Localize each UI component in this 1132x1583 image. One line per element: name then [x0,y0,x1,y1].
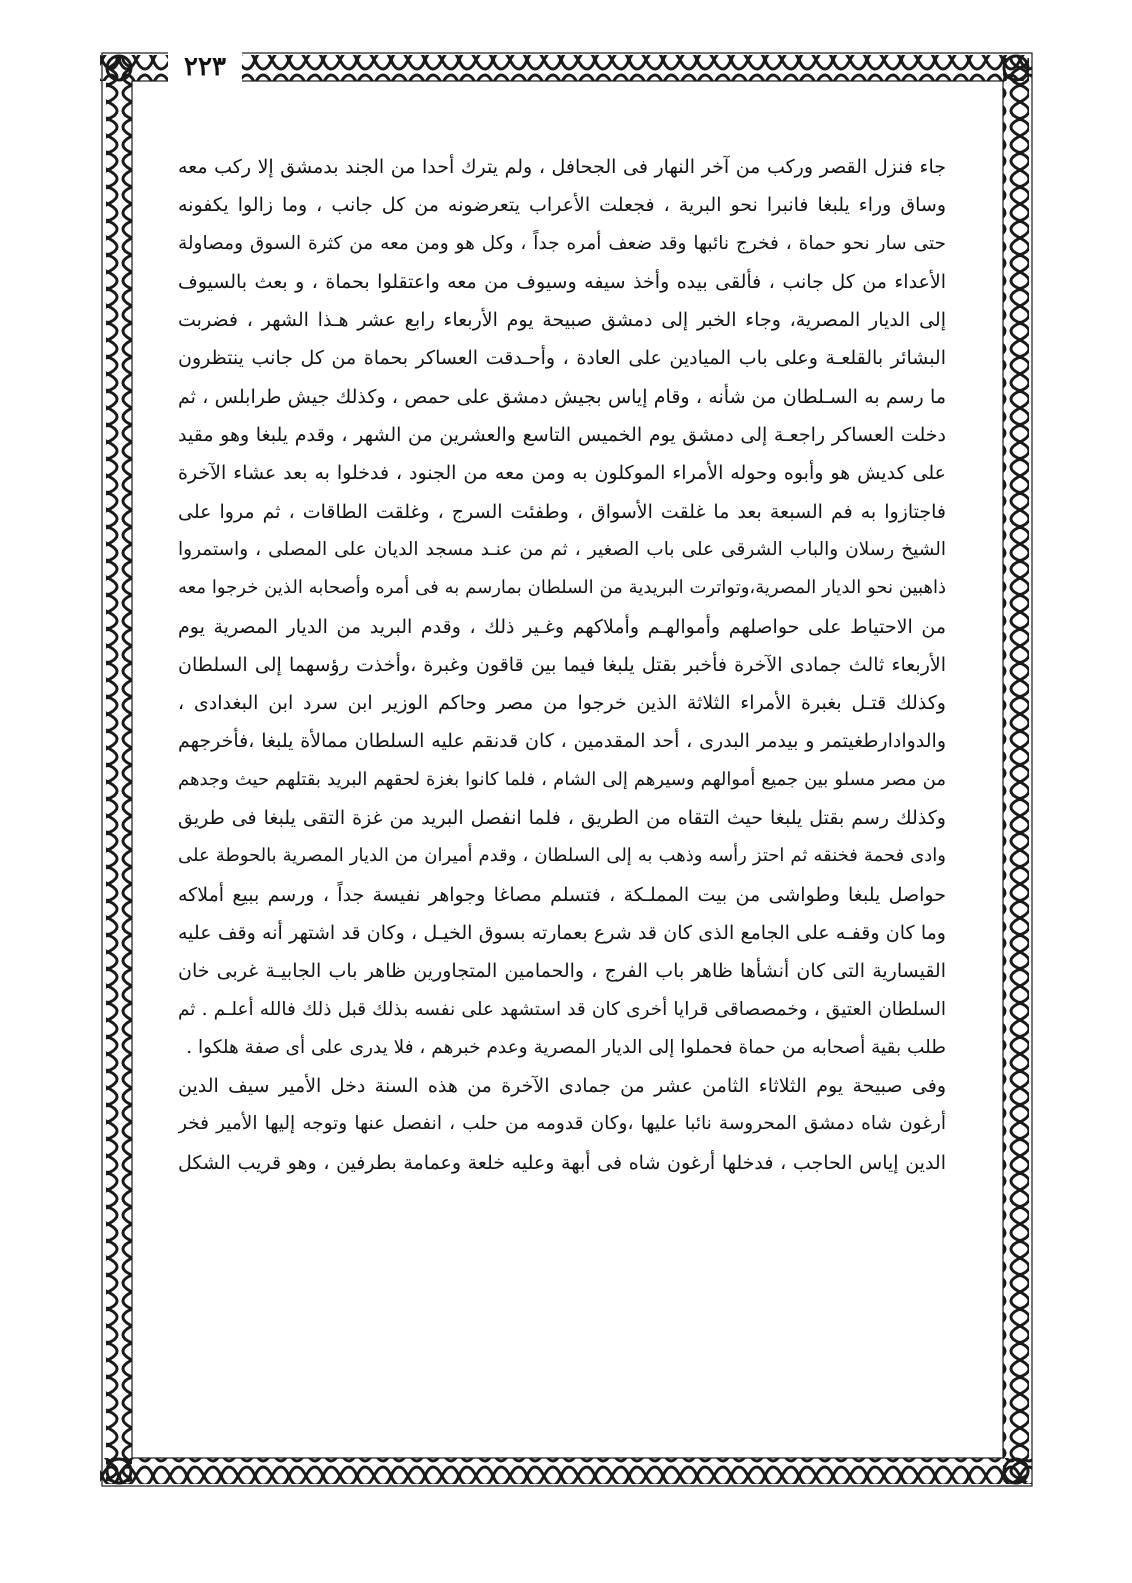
text-line: إلى الديار المصرية، وجاء الخبر إلى دمشق صبيحة يوم الأربعاء رابع عشر هـذا الشهر ، فضربت [178,309,946,332]
text-line: جاء فنزل القصر وركب من آخر النهار فى الجحافل ، ولم يترك أحدا من الجند بدمشق إلا ركب معه [178,156,946,178]
body-text [178,148,946,1182]
page-number: ٢٢٣ [168,50,242,84]
text-line: وكذلك قتـل بغبرة الأمراء الثلاثة الذين خرجوا من مصر وحاكم الوزير ابن سرد ابن البغدادى ، [178,692,946,715]
text-line: وفى صبيحة يوم الثلاثاء الثامن عشر من جمادى الآخرة من هذه السنة دخل الأمير سيف الدين [178,1075,946,1098]
text-line: القيسارية التى كان أنشأها ظاهر باب الفرج ، والحمامين المتجاورين ظاهر باب الجابيـة غربى خان [178,960,946,983]
text-line: فاجتازوا به فم السبعة بعد ما غلقت الأسواق ، وطفئت السرج ، وغلقت الطاقات ، ثم مروا على [178,500,946,523]
text-line: السلطان العتيق ، وخمصصاقى قرايا أخرى كان قد استشهد على نفسه بذلك قبل ذلك فالله أعلـم . ثم [178,998,946,1020]
text-line: حواصل يلبغا وطواشى من بيت المملـكة ، فتسلم مصاغا وجواهر نفيسة جداً ، ورسم ببيع أملاكه [178,883,946,906]
text-line: والدوادارطغيتمر و بيدمر البدرى ، أحد المقدمين ، كان قدنقم عليه السلطان ممالأة يلبغا ،فأخرجهم [178,730,946,753]
text-line: وادى فحمة فخنقه ثم احتز رأسه وذهب به إلى السلطان ، وقدم أميران من الديار المصرية بالحوطة على [178,845,946,867]
text-line: من مصر مسلو بين جميع أموالهم وسيرهم إلى الشام ، فلما كانوا بغزة لحقهم البريد بقتلهم حيث وجدهم [178,768,946,790]
text-line: الأعداء من كل جانب ، فألقى بيده وأخذ سيفه وسيوف من معه واعتقلوا بحماة ، و بعث بالسيوف [178,270,946,293]
text-line: وما كان وقفـه على الجامع الذى كان قد شرع بعمارته بسوق الخيـل ، وكان قد اشتهر أنه وقف عليه [178,921,946,944]
text-line: من الاحتياط على حواصلهم وأموالهـم وأملاكهم وغـير ذلك ، وقدم البريد من الديار المصرية يوم [178,615,946,638]
text-line: ذاهبين نحو الديار المصرية،وتواترت البريدية من السلطان بمارسم به فى أمره وأصحابه الذين خرجوا معه [178,577,946,599]
text-line: الدين إياس الحاجب ، فدخلها أرغون شاه فى أبهة وعليه خلعة وعمامة بطرفين ، وهو قريب الشكل [178,1151,946,1174]
text-line: البشائر بالقلعـة وعلى باب الميادين على العادة ، وأحـدقت العساكر بحماة من كل جانب ينتظرون [178,347,946,370]
text-line: وكذلك رسم بقتل يلبغا حيث التقاه من الطريق ، فلما انفصل البريد من غزة التقى يلبغا فى طريق [178,807,946,830]
text-line: وساق وراء يلبغا فانبرا نحو البرية ، فجعلت الأعراب يتعرضونه من كل جانب ، وما زالوا يكفونه [178,194,946,217]
border-left [106,58,132,1482]
text-line: أرغون شاه دمشق المحروسة نائبا عليها ،وكان قدومه من حلب ، انفصل عنها وتوجه إليها الأمير فخر [178,1113,946,1135]
text-line: على كديش هو وأبوه وحوله الأمراء الموكلون به ومن معه من الجنود ، فدخلوا به بعد عشاء الآخرة [178,462,946,485]
text-line-paragraph-end: طلب بقية أصحابه من حماة فحملوا إلى الديار المصرية وعدم خبرهم ، فلا يدرى على أى صفة هلكوا . [186,1036,946,1058]
text-line: حتى سار نحو حماة ، فخرج نائبها وقد ضعف أمره جداً ، وكل هو ومن معه من كثرة السوق ومصاولة [178,232,946,254]
text-line: دخلت العساكر راجعـة إلى دمشق يوم الخميس التاسع والعشرين من الشهر ، وقدم يلبغا وهو مقيد [178,424,946,447]
text-line: الأربعاء ثالث جمادى الآخرة فأخبر بقتل يلبغا فيما بين قاقون وغبرة ،وأخذت رؤسهما إلى السلطان [178,653,946,676]
text-line: ما رسم به السـلطان من شأنه ، وقام إياس بجيش دمشق على حمص ، وكذلك جيش طرابلس ، ثم [178,385,946,408]
border-bottom [100,1458,1032,1484]
border-right [1003,58,1029,1482]
text-line: الشيخ رسلان والباب الشرقى على باب الصغير ، ثم من عنـد مسجد الديان على المصلى ، واستمروا [178,538,946,560]
